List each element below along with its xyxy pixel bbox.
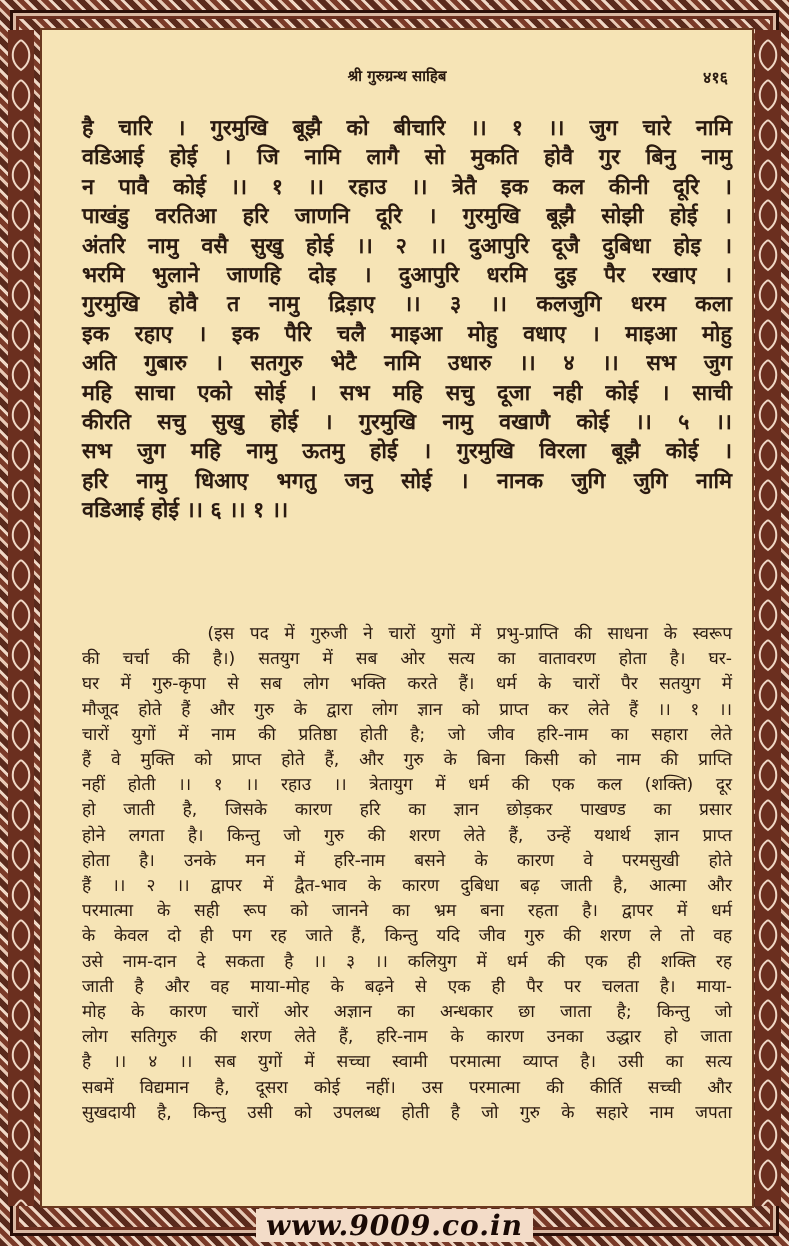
- commentary-line: उसे नाम-दान दे सकता है ।। ३ ।। कलियुग में धर्म की एक ही शक्ति रह: [82, 951, 732, 972]
- commentary-line: जाती है और वह माया-मोह के बढ़ने से एक ही पैर पर चलता है। माया-: [82, 976, 732, 997]
- page-header: [42, 66, 752, 90]
- commentary-line: चारों युगों में नाम की प्रतिष्ठा होती है; जो जीव हरि-नाम का सहारा लेते: [82, 724, 732, 745]
- verse-line: भरमि भुलाने जाणहि दोइ । दुआपुरि धरमि दुइ पैर रखाए ।: [82, 263, 732, 289]
- verse-block: [82, 114, 732, 526]
- website-url: www.9009.co.in: [256, 1209, 533, 1242]
- commentary-line: सुखदायी है, किन्तु उसी को उपलब्ध होती है जो गुरु के सहारे नाम जपता: [82, 1102, 732, 1123]
- verse-line: हरि नामु धिआए भगतु जनु सोई । नानक जुगि जुगि नामि: [82, 468, 732, 494]
- page-title: श्री गुरुग्रन्थ साहिब: [347, 67, 447, 85]
- commentary-line: नहीं होती ।। १ ।। रहाउ ।। त्रेतायुग में धर्म की एक कल (शक्ति) दूर: [82, 775, 732, 796]
- commentary-line: घर में गुरु-कृपा से सब लोग भक्ति करते हैं। धर्म के चारों पैर सतयुग में: [82, 674, 732, 695]
- scripture-page: [40, 28, 754, 1208]
- commentary-line: होने लगता है। किन्तु जो गुरु की शरण लेते हैं, उन्हें यथार्थ ज्ञान प्राप्त: [82, 825, 732, 846]
- commentary-line: होता है। उनके मन में हरि-नाम बसने के कारण वे परमसुखी होते: [82, 850, 732, 871]
- verse-line: महि साचा एको सोई । सभ महि सचु दूजा नही कोई । साची: [82, 380, 732, 406]
- verse-line: न पावै कोई ।। १ ।। रहाउ ।। त्रेतै इक कल कीनी दूरि ।: [82, 174, 732, 200]
- verse-line: है चारि । गुरमुखि बूझै को बीचारि ।। १ ।। जुग चारे नामि: [82, 116, 732, 141]
- commentary-line: मौजूद होते हैं और गुरु के द्वारा लोग ज्ञान को प्राप्त कर लेते हैं ।। १ ।।: [82, 699, 732, 720]
- verse-line: गुरमुखि होवै त नामु द्रिड़ाए ।। ३ ।। कलजुगि धरम कला: [82, 292, 732, 318]
- commentary-line: सबमें विद्यमान है, दूसरा कोई नहीं। उस परमात्मा की कीर्ति सच्ची और: [82, 1077, 732, 1098]
- verse-line: अति गुबारु । सतगुरु भेटै नामि उधारु ।। ४ ।। सभ जुग: [82, 351, 732, 377]
- verse-line: इक रहाए । इक पैरि चलै माइआ मोहु वधाए । माइआ मोहु: [82, 321, 732, 347]
- page-number: ४१६: [703, 68, 728, 87]
- commentary-line: हो जाती है, जिसके कारण हरि का ज्ञान छोड़कर पाखण्ड का प्रसार: [82, 800, 732, 821]
- commentary-line: हैं ।। २ ।। द्वापर में द्वैत-भाव के कारण दुबिधा बढ़ जाती है, आत्मा और: [82, 876, 732, 897]
- verse-line: वडिआई होई । जि नामि लागै सो मुकति होवै गुर बिनु नामु: [82, 145, 732, 171]
- commentary-line: (इस पद में गुरुजी ने चारों युगों में प्रभु-प्राप्ति की साधना के स्वरूप: [82, 624, 732, 644]
- verse-line: वडिआई होई ।। ६ ।। १ ।।: [82, 498, 289, 524]
- footer: [0, 1208, 789, 1246]
- verse-line: सभ जुग महि नामु ऊतमु होई । गुरमुखि विरला बूझै कोई ।: [82, 439, 732, 465]
- commentary-line: परमात्मा के सही रूप को जानने का भ्रम बना रहता है। द्वापर में धर्म: [82, 901, 732, 922]
- commentary-line: के केवल दो ही पग रह जाते हैं, किन्तु यदि जीव गुरु की शरण ले तो वह: [82, 926, 732, 947]
- commentary-line: हैं वे मुक्ति को प्राप्त होते हैं, और गुरु के बिना किसी को नाम की प्राप्ति: [82, 750, 732, 771]
- commentary-line: है ।। ४ ।। सब युगों में सच्चा स्वामी परमात्मा व्याप्त है। उसी का सत्य: [82, 1052, 732, 1073]
- commentary-line: लोग सतिगुरु की शरण लेते हैं, हरि-नाम के कारण उनका उद्धार हो जाता: [82, 1027, 732, 1048]
- left-ornament: [8, 30, 34, 1206]
- commentary-block: [82, 622, 732, 1126]
- commentary-line: मोह के कारण चारों ओर अज्ञान का अन्धकार छा जाता है; किन्तु जो: [82, 1002, 732, 1023]
- commentary-line: की चर्चा की है।) सतयुग में सब ओर सत्य का वातावरण होता है। घर-: [82, 649, 732, 670]
- verse-line: अंतरि नामु वसै सुखु होई ।। २ ।। दुआपुरि दूजै दुबिधा होइ ।: [82, 233, 732, 259]
- right-ornament: [755, 30, 781, 1206]
- verse-line: पाखंडु वरतिआ हरि जाणनि दूरि । गुरमुखि बूझै सोझी होई ।: [82, 204, 732, 230]
- verse-line: कीरति सचु सुखु होई । गुरमुखि नामु वखाणै कोई ।। ५ ।।: [82, 410, 732, 436]
